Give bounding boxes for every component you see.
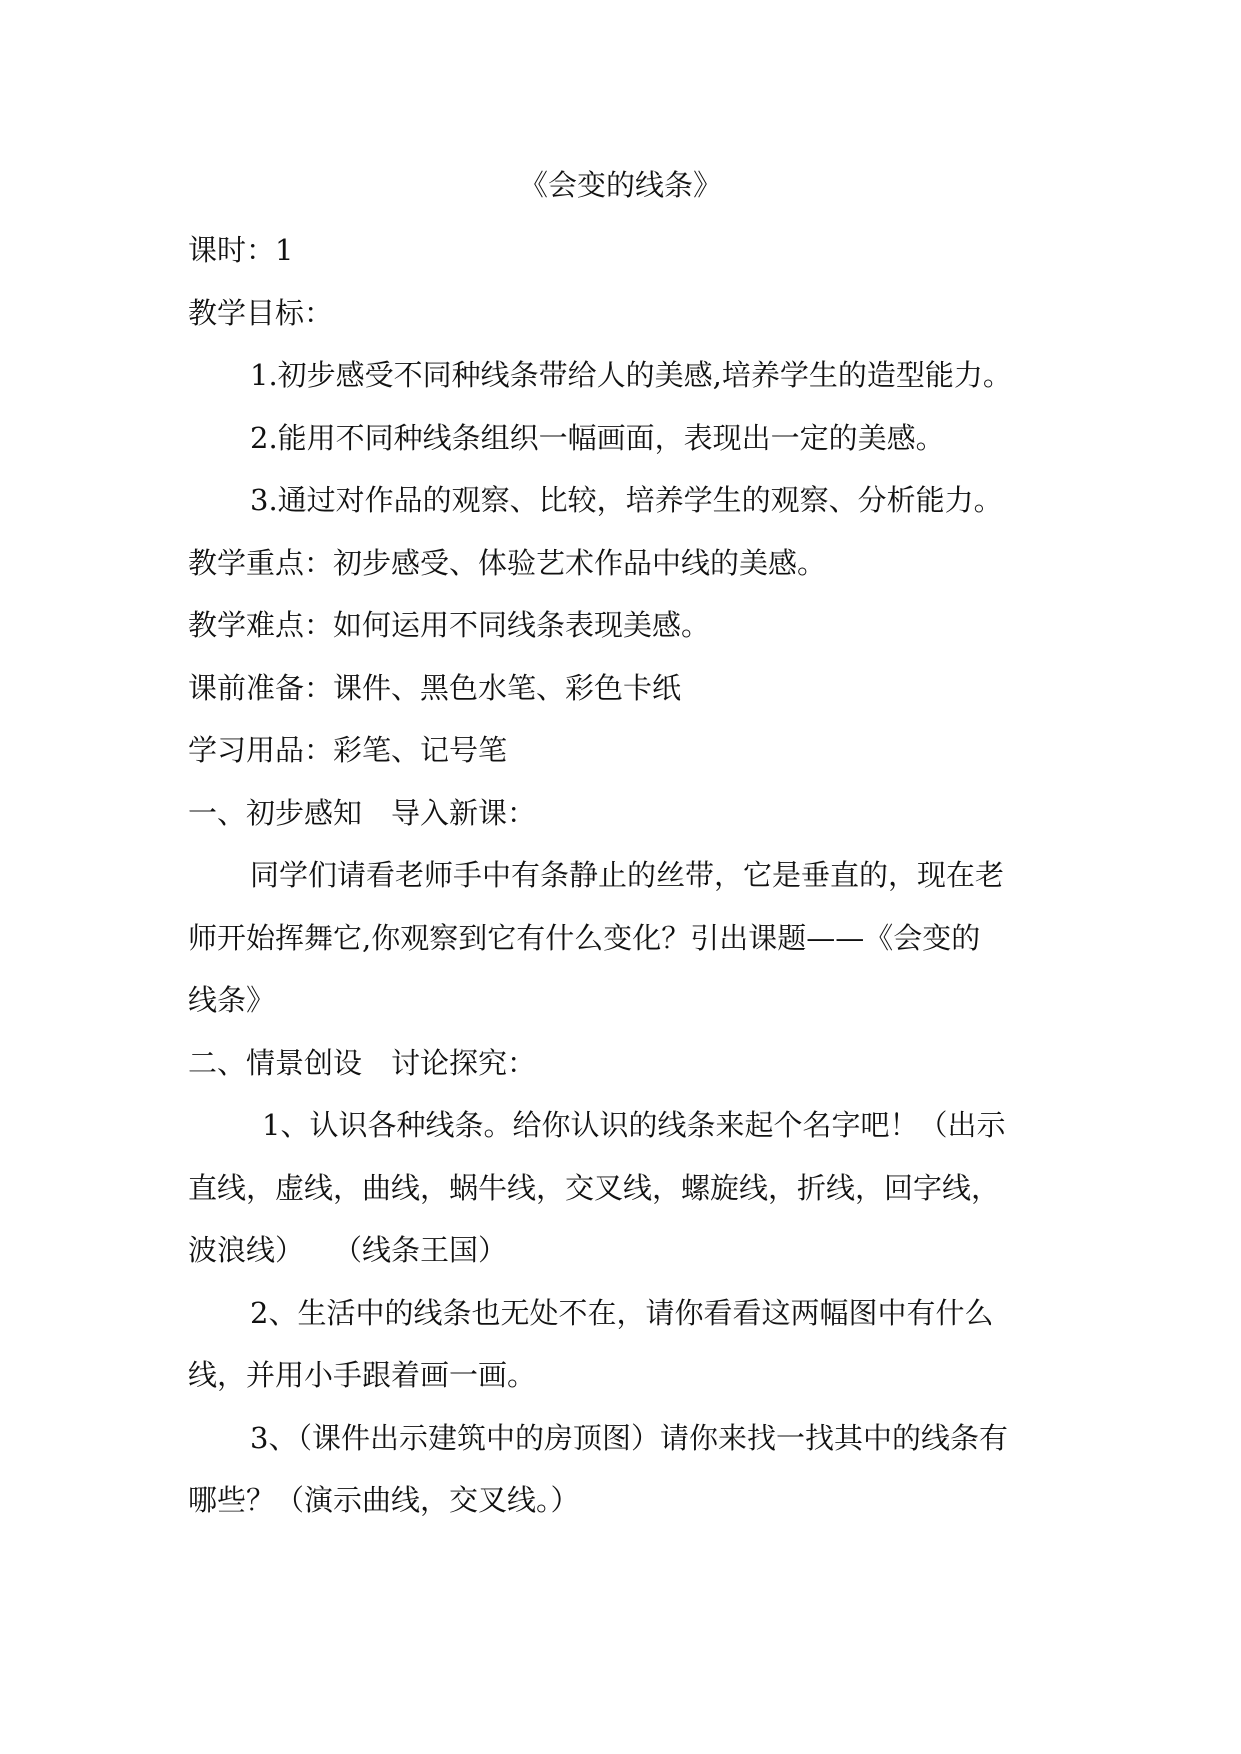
teaching-difficulties: 教学难点：如何运用不同线条表现美感。	[188, 608, 711, 642]
paragraph-line: 师开始挥舞它,你观察到它有什么变化？引出课题——《会变的	[188, 921, 981, 955]
pre-class-preparation: 课前准备：课件、黑色水笔、彩色卡纸	[188, 671, 682, 705]
objective-item-3: 3.通过对作品的观察、比较，培养学生的观察、分析能力。	[250, 483, 1003, 517]
paragraph-line: 3、（课件出示建筑中的房顶图）请你来找一找其中的线条有	[250, 1421, 1008, 1455]
paragraph-line: 2、生活中的线条也无处不在，请你看看这两幅图中有什么	[250, 1296, 994, 1330]
objective-item-1: 1.初步感受不同种线条带给人的美感,培养学生的造型能力。	[250, 358, 1012, 392]
section-heading-1: 一、初步感知 导入新课：	[188, 796, 537, 830]
lesson-hours: 课时：1	[188, 233, 294, 267]
teaching-objectives-heading: 教学目标：	[188, 296, 334, 330]
paragraph-line: 线条》	[188, 983, 276, 1017]
paragraph-line: 波浪线） （线条王国）	[188, 1233, 508, 1267]
objective-item-2: 2.能用不同种线条组织一幅画面，表现出一定的美感。	[250, 421, 945, 455]
paragraph-line: 线，并用小手跟着画一画。	[188, 1358, 537, 1392]
paragraph-line: 直线，虚线，曲线，蜗牛线，交叉线，螺旋线，折线，回字线，	[188, 1171, 1001, 1205]
paragraph-line: 哪些？（演示曲线，交叉线。）	[188, 1483, 580, 1517]
paragraph-line: 1、认识各种线条。给你认识的线条来起个名字吧！（出示	[262, 1108, 1006, 1142]
paragraph-line: 同学们请看老师手中有条静止的丝带，它是垂直的，现在老	[250, 858, 1005, 892]
document-title: 《会变的线条》	[518, 168, 722, 202]
teaching-key-points: 教学重点：初步感受、体验艺术作品中线的美感。	[188, 546, 827, 580]
section-heading-2: 二、情景创设 讨论探究：	[188, 1046, 537, 1080]
learning-supplies: 学习用品：彩笔、记号笔	[188, 733, 508, 767]
